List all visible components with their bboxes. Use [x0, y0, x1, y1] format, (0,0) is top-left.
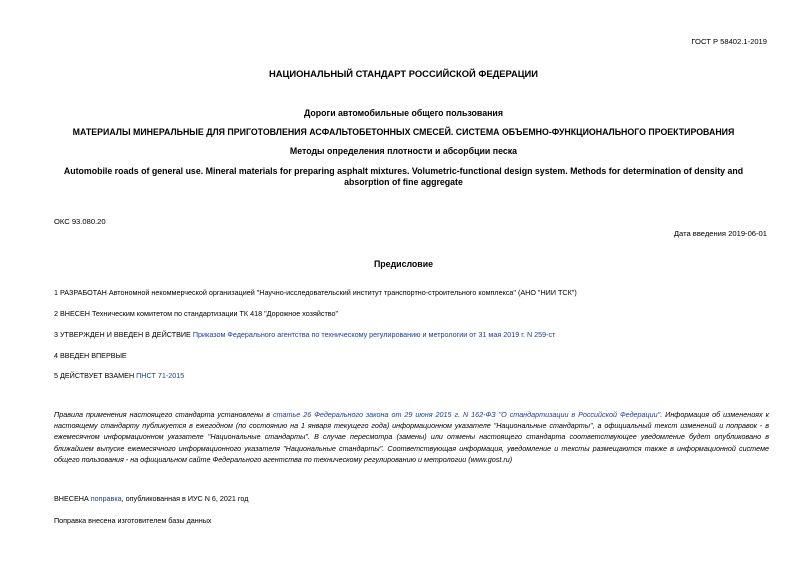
order-link[interactable]: Приказом Федерального агентства по техническому регулированию и метрологии от 31 мая 2019 г. N 259-ст	[192, 330, 556, 339]
preface-item-5-text: 5 ДЕЙСТВУЕТ ВЗАМЕН	[54, 371, 137, 380]
national-standard-heading: НАЦИОНАЛЬНЫЙ СТАНДАРТ РОССИЙСКОЙ ФЕДЕРАЦИИ	[268, 68, 539, 79]
introduction-date: Дата введения 2019-06-01	[673, 229, 767, 238]
preface-item-1: 1 РАЗРАБОТАН Автономной некоммерческой организацией "Научно-исследовательский институт транспортно-строительного комплекса" (АНО "НИИ ТСК")	[54, 288, 577, 297]
oks-code: ОКС 93.080.20	[54, 217, 106, 226]
document-title: МАТЕРИАЛЫ МИНЕРАЛЬНЫЕ ДЛЯ ПРИГОТОВЛЕНИЯ АСФАЛЬТОБЕТОННЫХ СМЕСЕЙ. СИСТЕМА ОБЪЕМНО-ФУНКЦИОНАЛЬНОГО ПРОЕКТИРОВАНИЯ	[72, 127, 735, 137]
preface-item-3	[54, 330, 555, 339]
document-methods-title: Методы определения плотности и абсорбции песка	[289, 146, 518, 156]
preface-item-4: 4 ВВЕДЕН ВПЕРВЫЕ	[54, 351, 127, 360]
preface-item-3-text: 3 УТВЕРЖДЕН И ВВЕДЕН В ДЕЙСТВИЕ	[54, 330, 193, 339]
amendment-note: Поправка внесена изготовителем базы данных	[54, 516, 212, 525]
preface-item-5	[54, 371, 184, 380]
preface-item-2: 2 ВНЕСЕН Техническим комитетом по стандартизации ТК 418 "Дорожное хозяйство"	[54, 309, 339, 318]
english-title: Automobile roads of general use. Mineral materials for preparing asphalt mixtures. Volumetric-functional design system. Methods for determination of density and absorption of fine aggregate	[63, 166, 744, 187]
federal-law-link[interactable]: статье 26 Федерального закона от 29 июня 2015 г. N 162-ФЗ "О стандартизации в Российской Федерации"	[273, 410, 661, 419]
amendment-suffix: , опубликованная в ИУС N 6, 2021 год	[121, 494, 249, 503]
application-rules-paragraph	[54, 409, 769, 465]
amendment-prefix: ВНЕСЕНА	[54, 494, 91, 503]
amendment-link[interactable]: поправка	[90, 494, 122, 503]
rules-text-end: . Информация об изменениях к настоящему стандарту публикуется в ежегодном (по состоянию на 1 января текущего года) информационном указателе "Национальные стандарты", а официальный текст изменений и поправок - в ежемесячном информационном указателе "Национальные стандарты". В случае пересмотра (замены) или отмены настоящего стандарта соответствующее уведомление будет опубликовано в ближайшем выпуске ежемесячного информационного указателя "Национальные стандарты". Соответствующая информация, уведомление и тексты размещаются также в информационной системе общего пользования - на официальном сайте Федерального агентства по техническому регулированию и метрологии (www.gost.ru)	[54, 410, 769, 464]
rules-text-start: Правила применения настоящего стандарта установлены в	[54, 410, 274, 419]
amendment-line	[54, 494, 248, 503]
pnst-link[interactable]: ПНСТ 71-2015	[136, 371, 185, 380]
document-code: ГОСТ Р 58402.1-2019	[691, 37, 767, 46]
preface-heading: Предисловие	[373, 259, 434, 269]
document-subject: Дороги автомобильные общего пользования	[304, 108, 503, 118]
